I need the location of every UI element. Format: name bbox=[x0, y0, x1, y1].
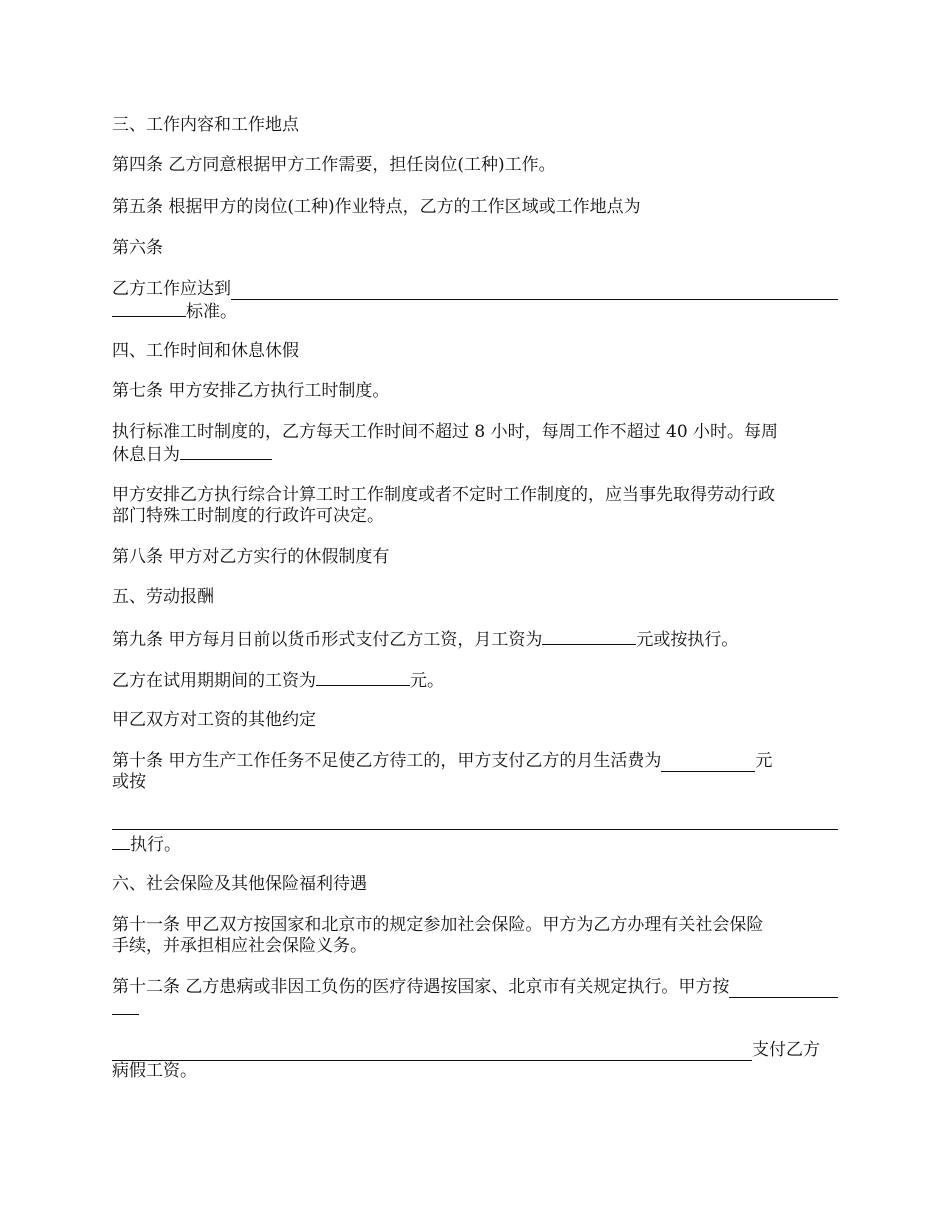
article-12-pay bbox=[112, 1039, 838, 1061]
article-11-b: 手续，并承担相应社会保险义务。 bbox=[112, 936, 367, 956]
section-heading: 六、社会保险及其他保险福利待遇 bbox=[112, 874, 367, 894]
fill-blank bbox=[729, 980, 838, 998]
article-9-suffix: 元或按执行。 bbox=[636, 630, 739, 650]
article-6-end bbox=[112, 299, 237, 323]
section-heading: 三、工作内容和工作地点 bbox=[112, 115, 299, 135]
fill-blank bbox=[112, 997, 139, 1015]
fill-blank bbox=[316, 668, 410, 686]
article-10 bbox=[112, 750, 838, 772]
article-12-end: 病假工资。 bbox=[112, 1061, 197, 1081]
article-7: 第七条 甲方安排乙方执行工时制度。 bbox=[112, 381, 390, 401]
article-6: 第六条 bbox=[112, 238, 163, 258]
article-7-para-2a: 甲方安排乙方执行综合计算工时工作制度或者不定时工作制度的，应当事先取得劳动行政 bbox=[112, 485, 775, 505]
fill-blank bbox=[112, 1043, 752, 1061]
fill-blank bbox=[112, 299, 186, 317]
fill-blank bbox=[542, 627, 636, 645]
article-10-end-text: 执行。 bbox=[130, 835, 181, 855]
article-12-blank-short bbox=[112, 997, 139, 1021]
section-heading: 五、劳动报酬 bbox=[112, 587, 214, 607]
fill-blank bbox=[112, 832, 130, 850]
article-12 bbox=[112, 976, 838, 998]
article-10-cont: 或按 bbox=[112, 772, 146, 792]
fill-blank bbox=[180, 442, 272, 460]
other-wage-agreement: 甲乙双方对工资的其他约定 bbox=[112, 710, 316, 730]
fill-blank bbox=[661, 754, 755, 772]
article-6-suffix: 标准。 bbox=[186, 302, 237, 322]
fill-blank bbox=[231, 282, 838, 300]
article-5: 第五条 根据甲方的岗位(工种)作业特点，乙方的工作区域或工作地点为 bbox=[112, 197, 641, 217]
article-12-pay-text: 支付乙方 bbox=[752, 1040, 820, 1060]
fill-blank bbox=[112, 812, 838, 830]
article-11-a: 第十一条 甲乙双方按国家和北京市的规定参加社会保险。甲方为乙方办理有关社会保险 bbox=[112, 915, 764, 935]
article-7-para-1b bbox=[112, 442, 272, 466]
article-7-para-1a: 执行标准工时制度的，乙方每天工作时间不超过 8 小时，每周工作不超过 40 小时。每周 bbox=[112, 422, 779, 442]
article-10-blank-line bbox=[112, 812, 838, 836]
article-10-text: 第十条 甲方生产工作任务不足使乙方待工的，甲方支付乙方的月生活费为 bbox=[112, 751, 662, 771]
probation-wage bbox=[112, 668, 444, 692]
article-6-label: 乙方工作应达到 bbox=[112, 279, 231, 299]
article-10-suffix: 元 bbox=[755, 751, 773, 771]
article-10-end bbox=[112, 832, 181, 856]
article-7-para-2b: 部门特殊工时制度的行政许可决定。 bbox=[112, 506, 384, 526]
probation-text: 乙方在试用期期间的工资为 bbox=[112, 671, 316, 691]
section-heading: 四、工作时间和休息休假 bbox=[112, 341, 299, 361]
article-8: 第八条 甲方对乙方实行的休假制度有 bbox=[112, 547, 390, 567]
rest-day-label: 休息日为 bbox=[112, 445, 180, 465]
article-12-text: 第十二条 乙方患病或非因工负伤的医疗待遇按国家、北京市有关规定执行。甲方按 bbox=[112, 977, 730, 997]
article-6-text bbox=[112, 278, 838, 300]
article-4: 第四条 乙方同意根据甲方工作需要，担任岗位(工种)工作。 bbox=[112, 155, 556, 175]
article-9 bbox=[112, 627, 738, 651]
article-9-text: 第九条 甲方每月日前以货币形式支付乙方工资，月工资为 bbox=[112, 630, 543, 650]
probation-suffix: 元。 bbox=[410, 671, 444, 691]
